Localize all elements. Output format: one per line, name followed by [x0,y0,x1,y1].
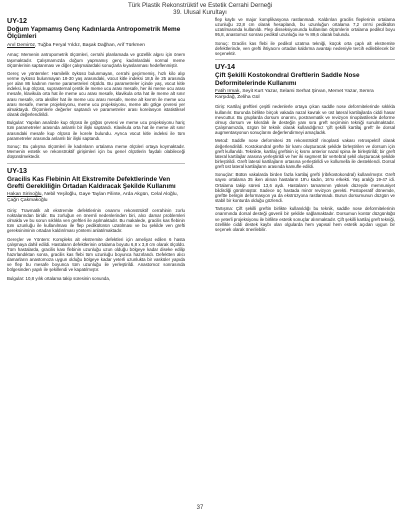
abstract-uy12-continued [215,17,395,56]
abstract-paragraph: Giriş: Kartilaj greftleri çeşitli nedenlerle ortaya çıkan saddle nose deformitelerinde sıklıkla kullanılır. Burunda birlikte birçok vakada nazal kavrak ve üst lateral kartilajlarda ciddi hasar mevcuttur. Bu gruplarda dorsum onarımı, postravmatik ve revizyon rinoplastilerde deforme olmuş dorsum ve kıkırdak ile desteğin yanı sıra greft seçiminin tekniği sunulmaktadır. Çalışmamızda, özgün bir teknik olarak kullandığımız 'çift şekilli kartilaj greft' ile dorsal augmentasyonun sonuçlarını değerlendirmeyi amaçladık. [215,104,395,136]
author-name: Selami Serhat Şirvan [279,88,326,94]
abstract-uy12 [7,17,185,159]
abstract-paragraph: Tartışma: Çift şekilli greftin birlikte kullanıldığı bu teknik, saddle nose deformitelerinin onarımında dorsal desteği güvenli bir şekilde sağlamaktadır. Dorsumun kontür düzgünlüğü ve yeterli projeksiyonu ile birlikte estetik sonuçlar alınmaktadır. Çift şekilli kartilaj greft tekniği, özellikle ciddi destek kaybı olan olgularda hem yapısal hem estetik açıdan uygun bir seçenek olarak önerilebilir. [215,206,395,232]
abstract-id: UY-14 [215,62,235,72]
abstract-paragraph: Giriş: Travmatik alt ekstremite defektlerinin onarımı rekonstrüktif cerrahinin zorlu noktalarından biridir. Bu zorluğun en önemli nedenlerinden biri, alıcı damar problemleri olmakla ve bu sorun sıklıkla ven greftleri ile aşılmaktadır. Bu makalede, gracilis kas flebinin tüm uzunluğu ile kullanılması ile flep pedikülünün uzatılması ve bu şekilde ven grefti gereksiniminin ortadan kaldırılması yöntemi anlatılmaktadır. [7,207,185,234]
abstract-paragraph: Sonuç: Gracilis kas flebi ile pedikül uzatma tekniği, küçük orta çaplı alt ekstremite defektlerinde, ven grefti ihtiyacını ortadan kaldırma avantajı nedeniyle tercih edilebilecek bir seçenektir. [215,40,395,56]
author-name: Arda Akgün [122,192,149,198]
abstract-paragraph: Metod: Saddle nose deformitesi 35 rekonstrüktif rinoplasti vakası retrospektif olarak değerlendirildi. Kostokondral grefte bir kamı oluşturacak şekilde birleştirilen ve dorsum için greft kullanıldı. Teknikte, kartilaj greftinin iç kısmı anterior nazal spina ile birleştirildi; bir greft lateral kartilajlar arasına yerleştirildi ve her iki segment bir vertebral şekil oluşturacak şekilde birleştirildi. Greft lateral kartilajların ortasına yerleştirildi ve kollumella ile desteklendi. Dorsal greft üst lateral kartilajların arasında kamufle edildi. [215,138,395,169]
left-column [7,17,185,284]
abstract-paragraph: Gereç ve yöntemler: Hamilelik öyküsü bulunmayan, cerrahi geçirmemiş, hızlı kilo alıp verme öyküsü bulunmayan 18-30 yaş arasındaki, vücut kitle indeksi 18,5 ile 25 arasında yer alan 86 kadının meme parametreleri ölçüldü. Bu parametreler içinde yaş, vücut kitle indeksi, kup ölçüsü, suprasternal çentik ile meme ucu arası mesafe, her iki meme ucu arası mesafe, klavikula orta hat ile meme ucu arası mesafe, klavikula orta hat ile meme alt sınır arası mesafe, orta aksiller hat ile meme ucu arası mesafe, meme alt kıvrım ile meme ucu arası mesafe, meme projeksiyonu, meme ucu projeksiyonu, meme altı gölge çevresi yer almaktaydı. Ölçümlerle değerler saptandı ve parametreler arası korelasyon istatistiksel olarak değerlendirildi. [7,70,185,117]
author-name: Başak Dağhan [82,42,115,48]
author-name: Nebil Yeşiloğlu [44,192,77,198]
section-divider [7,163,185,164]
page-number: 37 [196,505,204,511]
abstract-paragraph: Bulgular: 10,8 yılık ortalama takip süresinin sonunda, [7,275,110,281]
abstract-title: Doğum Yapmamış Genç Kadınlarda Antropometrik Meme Ölçümleri [7,26,181,41]
abstract-paragraph: Sonuçlar: Bütün vakalarda birden fazla kartilaj grefti (rib/kostokondral) kullanılmıştır. Greft sayısı ortalama 35 iken alınan hastaların 19'u kadın, 16'sı erkekti. Yaş aralığı 19-47 idi. Ortalama takip süresi 13,6 aydı. Hastaların tamamının yüksek düzeyde memnuniyet bildirdiği görülmüştür. Sadece üç hastada minör revizyon gerekti. Postoperatif dönemde, greftte belirgin deformasyon ya da ekstrüzyona rastlanmadı. Burun dorsumunun düzgün ve stabil bir konturda olduğu gözlendi. [215,172,395,203]
abstract-paragraph: Gereçler ve Yöntem: Kompleks alt ekstremite defektleri için ameliyat edilen 6 hasta çalışmaya dahil edildi. Hastaların defektlerinin ortalama boyutu 6,8 x 3,8 cm olarak ölçüldü. Tüm hastalarda, gracilis kası flebinin uzunluğu uzun olduğu bölgeye kadar diseke edilip hazırlandıktan sonra, gracilis kas flebi tüm uzunluğu boyunca hazırlandı. Defektten alıcı damarların anastomoza uygun olduğu bölgeye kadar yeterli uzunlukta bir vasküler yapıda ve flep bu mesafe boyunca tüm uzunluğu ile yerleştirildi. Anastomoz sonrasında bölgesinden yapılı ile şekillendi ve kapatılmıştır. [7,236,185,273]
author-name: Çağrı Çakmakoğlu [7,197,48,203]
abstract-title: Çift Şekilli Kostokondral Greftlerin Saddle Nose Deformitelerinde Kullanımı [215,72,360,87]
author-name: Tuğba Feryal Yıldız [37,42,80,48]
author-name: Hakan Sirinoğlu [7,192,42,198]
abstract-id: UY-13 [7,165,27,175]
section-divider [215,59,395,60]
header-line-1: Türk Plastik Rekonstrüktif ve Estetik Cerrahi Derneği [127,2,273,9]
author-name: Zeliha Gül [237,94,260,100]
author-list: Fatih Irmak, Seyit Kurt Yazar, Selami Serhat Şirvan, Memet Yazar, Semra Karşıdağ, Zeliha Gül [215,88,374,100]
author-name: Memet Yazar [328,88,357,94]
author-name: Fatih Irmak [215,88,240,94]
abstract-id: UY-12 [7,16,27,25]
author-name: Celal Aloğlu [150,192,177,198]
abstract-paragraph: Amaç: Memenin antropometrik ölçümleri, cerrahi planlamada ve güzellik algısı için önem taşımaktadır. Çalışmamızda doğum yapmamış genç kadınlardaki normal meme ölçümlerinin saptanması ve diğer çalışmalardaki sonuçlarla kıyaslanması hedeflenmiştir. [7,52,185,68]
right-column [215,17,395,235]
author-name: Arif Türkmen [117,42,145,48]
abstract-paragraph: flep kaybı ve major komplikasyona rastlanmadı. Kaldırılan gracilis fleplerinin ortalama uzunluğu 22,8 cm olarak hesaplandı, bu uzunluğun ortalama 7,2 cm'si pedikülün uzatılmasında kullanıldı. Flep disseksiyonunda kullanılan ölçümlerin ortalama pedikül boyu 95,8, anastomoz sonrası pedikül uzunluğu ise % 89,6 olarak bulundu. [215,17,395,38]
abstract-paragraph: Sonuç: Bu çalışma ölçümleri ile kadınların ortalama meme ölçüleri ortaya koymaktadır. Memenin estetik ve rekonstrüktif girişimleri için bu genel ölçütlerin faydalı olabileceği düşünülmektedir. [7,143,185,160]
abstract-paragraph: Bulgular: Yapılan analizde kup ölçüsü ile göğüs çevresi ve meme ucu projeksiyonu hariç tüm parametreler arasında anlamlı bir ilişki saptandı. Klavikula orta hat ile meme alt sınır arasındaki mesafe kup ölçüsü ile korele bulundu. Ayrıca vücut kitle indeksi ile tüm parametreler arasında anlamlı bir ilişki saptandı. [7,120,185,141]
abstract-title: Gracilis Kas Flebinin Alt Ekstremite Defektlerinde Ven Grefti Gerekliliğin Ortadan Kaldıracak Şekilde Kullanımı [7,175,176,190]
running-header [0,2,400,17]
header-line-2: 39. Ulusal Kurultayı [173,9,227,17]
author-name: Anıl Demiröz [7,42,35,48]
author-name: Semra Karşıdağ [215,88,374,100]
abstract-uy14 [215,63,395,232]
author-list: Anıl Demiröz, Tuğba Feryal Yıldız, Başak Dağhan, Arif Türkmen [7,42,145,48]
abstract-uy13 [7,167,185,281]
author-name: Gaye Taylan Filinte [78,192,121,198]
author-list: Hakan Sirinoğlu, Nebil Yeşiloğlu, Gaye Taylan Filinte, Arda Akgün, Celal Aloğlu, Çağrı Çakmakoğlu [7,192,178,203]
author-name: Seyit Kurt Yazar [242,88,277,94]
